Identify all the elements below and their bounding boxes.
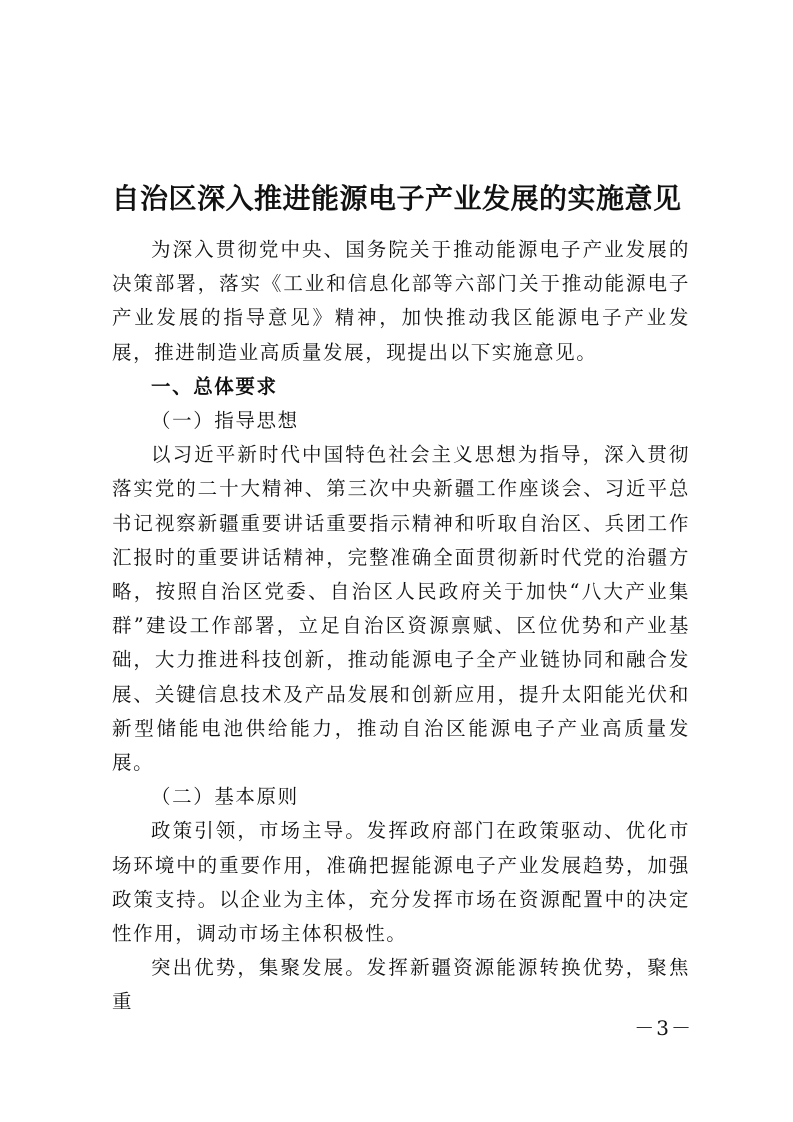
intro-paragraph: 为深入贯彻党中央、国务院关于推动能源电子产业发展的决策部署，落实《工业和信息化部等六部门关于推动能源电子产业发展的指导意见》精神，加快推动我区能源电子产业发展，推进制造业高质量发展，现提出以下实施意见。 bbox=[112, 238, 690, 364]
page-number: －3－ bbox=[634, 1016, 693, 1040]
section-heading-general-requirements: 一、总体要求 bbox=[151, 374, 278, 398]
document-body bbox=[112, 233, 690, 1020]
guiding-ideology-paragraph: 以习近平新时代中国特色社会主义思想为指导，深入贯彻落实党的二十大精神、第三次中央新疆工作座谈会、习近平总书记视察新疆重要讲话重要指示精神和听取自治区、兵团工作汇报时的重要讲话精神，完整准确全面贯彻新时代党的治疆方略，按照自治区党委、自治区人民政府关于加快“八大产业集群”建设工作部署，立足自治区资源禀赋、区位优势和产业基础，大力推进科技创新，推动能源电子全产业链协同和融合发展、关键信息技术及产品发展和创新应用，提升太阳能光伏和新型储能电池供给能力，推动自治区能源电子产业高质量发展。 bbox=[112, 443, 690, 775]
subsection-heading-basic-principles: （二）基本原则 bbox=[151, 785, 299, 809]
subsection-heading-guiding-ideology: （一）指导思想 bbox=[151, 409, 299, 433]
principle-paragraph-policy: 政策引领，市场主导。发挥政府部门在政策驱动、优化市场环境中的重要作用，准确把握能源电子产业发展趋势，加强政策支持。以企业为主体，充分发挥市场在资源配置中的决定性作用，调动市场主体积极性。 bbox=[112, 819, 690, 946]
principle-paragraph-advantages: 突出优势，集聚发展。发挥新疆资源能源转换优势，聚焦重 bbox=[112, 956, 690, 1014]
page-title: 自治区深入推进能源电子产业发展的实施意见 bbox=[111, 181, 682, 215]
